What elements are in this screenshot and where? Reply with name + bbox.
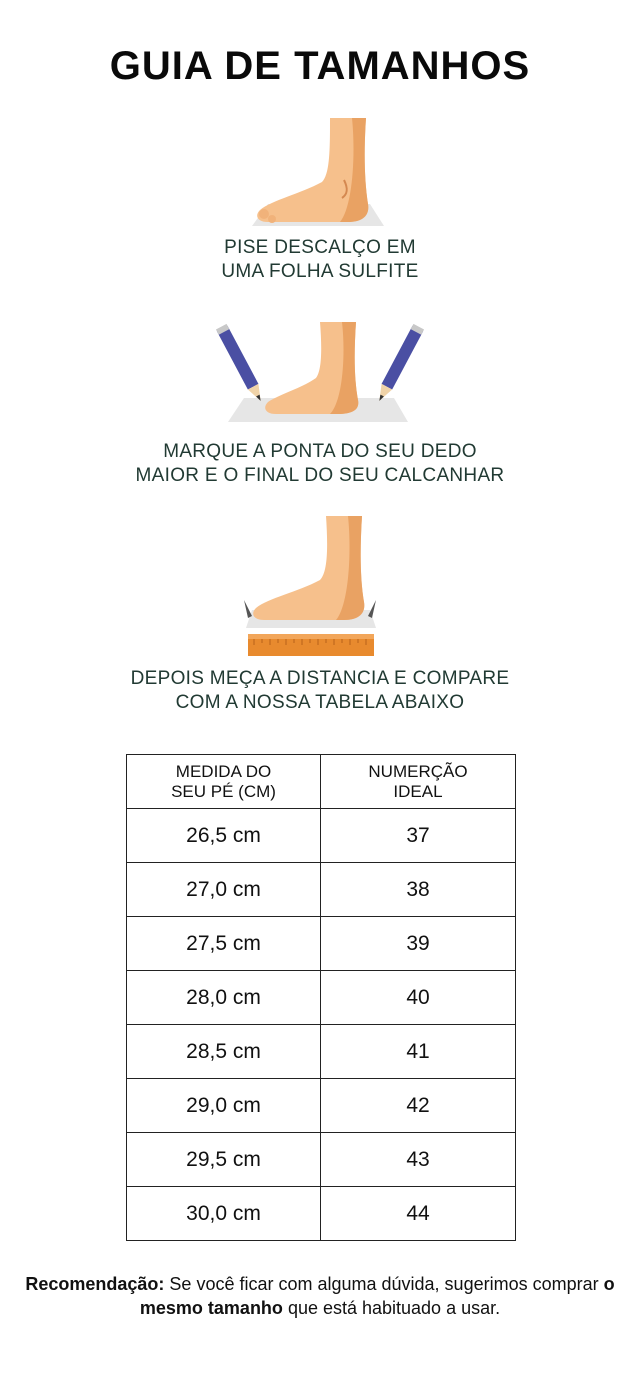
header-ideal-size: NUMERÇÃO IDEAL [321, 755, 516, 809]
pencil-marking-icon [0, 322, 640, 424]
foot-measure-cell: 28,0 cm [127, 971, 321, 1025]
shoe-size-cell: 40 [321, 971, 516, 1025]
table-row [127, 1079, 516, 1133]
table-row [127, 1133, 516, 1187]
page-title: GUIA DE TAMANHOS [109, 44, 531, 88]
size-table [126, 754, 516, 1241]
foot-measure-cell: 26,5 cm [127, 809, 321, 863]
foot-measure-cell: 29,5 cm [127, 1133, 321, 1187]
foot-measure-cell: 30,0 cm [127, 1187, 321, 1241]
table-row [127, 863, 516, 917]
recommendation-text: Recomendação: Se você ficar com alguma dúvida, sugerimos comprar o mesmo tamanho que está habituado a usar. [25, 1274, 615, 1318]
foot-measure-cell: 27,5 cm [127, 917, 321, 971]
table-header-row [127, 755, 516, 809]
recommendation-emphasis: o mesmo tamanho [139, 1274, 615, 1318]
table-row [127, 809, 516, 863]
ruler-measure-icon [0, 516, 640, 658]
shoe-size-cell: 42 [321, 1079, 516, 1133]
step-2-text: MARQUE A PONTA DO SEU DEDO MAIOR E O FINAL DO SEU CALCANHAR [135, 441, 505, 486]
table-row [127, 1025, 516, 1079]
shoe-size-cell: 43 [321, 1133, 516, 1187]
table-row [127, 917, 516, 971]
shoe-size-cell: 38 [321, 863, 516, 917]
foot-measure-cell: 27,0 cm [127, 863, 321, 917]
table-row [127, 1187, 516, 1241]
shoe-size-cell: 39 [321, 917, 516, 971]
step-1-text: PISE DESCALÇO EM UMA FOLHA SULFITE [221, 237, 419, 282]
recommendation-label: Recomendação: [25, 1274, 165, 1294]
shoe-size-cell: 37 [321, 809, 516, 863]
shoe-size-cell: 41 [321, 1025, 516, 1079]
header-foot-measure: MEDIDA DO SEU PÉ (CM) [127, 755, 321, 809]
foot-measure-cell: 28,5 cm [127, 1025, 321, 1079]
table-row [127, 971, 516, 1025]
foot-on-paper-icon [0, 118, 640, 230]
foot-measure-cell: 29,0 cm [127, 1079, 321, 1133]
step-3-text: DEPOIS MEÇA A DISTANCIA E COMPARE COM A NOSSA TABELA ABAIXO [130, 668, 510, 713]
shoe-size-cell: 44 [321, 1187, 516, 1241]
